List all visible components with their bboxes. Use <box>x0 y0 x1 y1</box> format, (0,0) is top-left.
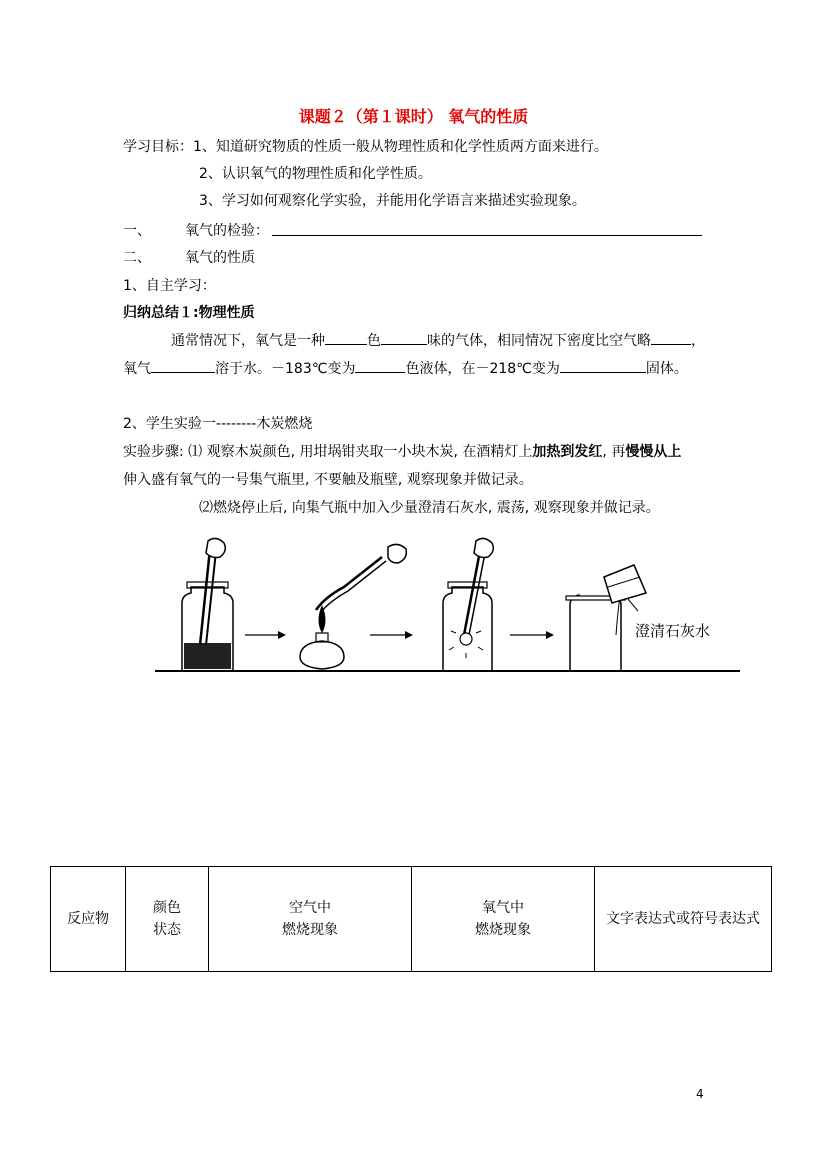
summary-heading: 归纳总结１:物理性质 <box>123 305 255 321</box>
solubility-blank[interactable] <box>151 358 215 373</box>
physical-text-8: 固体。 <box>645 361 688 377</box>
physical-text-4: ， <box>691 333 705 349</box>
experiment-step-1-cont: 伸入盛有氧气的一号集气瓶里, 不要触及瓶壁, 观察现象并做记录。 <box>123 472 533 488</box>
physical-text-2: 色 <box>367 333 381 349</box>
record-table <box>50 866 772 972</box>
jar-limewater-icon <box>566 595 625 671</box>
solid-blank[interactable] <box>560 358 646 373</box>
section-1-answer-blank[interactable] <box>272 235 702 236</box>
jar-burning-icon <box>443 538 493 671</box>
alcohol-lamp-icon <box>300 544 406 669</box>
objectives-label: 学习目标： <box>123 139 193 155</box>
col-expression: 文字表达式或符号表达式 <box>595 867 772 972</box>
step-1-bold-heat: 加热到发红 <box>532 444 603 460</box>
physical-text-7: 色液体，在－218℃变为 <box>405 361 560 377</box>
limewater-label: 澄清石灰水 <box>635 622 711 640</box>
physical-line-2 <box>123 358 688 378</box>
beaker-icon <box>604 565 646 611</box>
page-title: 课题２（第１课时） 氧气的性质 <box>298 107 529 126</box>
table-row <box>51 867 772 972</box>
self-study-label: 1、自主学习： <box>123 278 216 294</box>
density-blank[interactable] <box>651 330 691 345</box>
col-color-state <box>126 867 209 972</box>
step-1-text-a: 实验步骤: ⑴ 观察木炭颜色, 用坩埚钳夹取一小块木炭, 在酒精灯上 <box>123 444 533 460</box>
physical-text-5: 氧气 <box>123 361 151 377</box>
col-oxygen: 氧气中 <box>482 900 524 916</box>
objective-3: 3、学习如何观察化学实验，并能用化学语言来描述实验现象。 <box>199 193 586 209</box>
experiment-step-2: ⑵燃烧停止后, 向集气瓶中加入少量澄清石灰水, 震荡, 观察现象并做记录。 <box>199 500 660 516</box>
physical-line-1 <box>171 330 705 350</box>
section-2-num: 二、 <box>123 250 151 266</box>
section-1-text: 氧气的检验： <box>185 223 269 239</box>
col-oxygen-combustion <box>412 867 595 972</box>
physical-text-3: 味的气体，相同情况下密度比空气略 <box>427 333 651 349</box>
experiment-step-1 <box>123 441 681 461</box>
jar-charcoal-icon <box>182 538 233 671</box>
col-oxygen-phenomenon: 燃烧现象 <box>475 922 531 938</box>
physical-text-1: 通常情况下，氧气是一种 <box>171 333 325 349</box>
step-1-text-c: , 再 <box>602 444 626 460</box>
col-air-combustion <box>209 867 412 972</box>
color-blank[interactable] <box>325 330 367 345</box>
physical-text-6: 溶于水。－183℃变为 <box>215 361 356 377</box>
section-1-num: 一、 <box>123 223 151 239</box>
experiment-figure <box>150 535 750 680</box>
col-reactant: 反应物 <box>51 867 126 972</box>
liquid-color-blank[interactable] <box>355 358 405 373</box>
col-air: 空气中 <box>289 900 331 916</box>
experiment-title: 2、学生实验一--------木炭燃烧 <box>123 416 313 432</box>
odor-blank[interactable] <box>381 330 427 345</box>
col-color: 颜色 <box>153 900 181 916</box>
page-number: 4 <box>696 1087 704 1101</box>
section-2-text: 氧气的性质 <box>185 250 255 266</box>
objectives-line-1 <box>123 136 608 156</box>
objective-2: 2、认识氧气的物理性质和化学性质。 <box>199 166 432 182</box>
step-1-bold-slowly: 慢慢从上 <box>625 444 682 460</box>
col-state: 状态 <box>153 922 181 938</box>
objective-1: 1、知道研究物质的性质一般从物理性质和化学性质两方面来进行。 <box>193 139 608 155</box>
col-air-phenomenon: 燃烧现象 <box>282 922 338 938</box>
